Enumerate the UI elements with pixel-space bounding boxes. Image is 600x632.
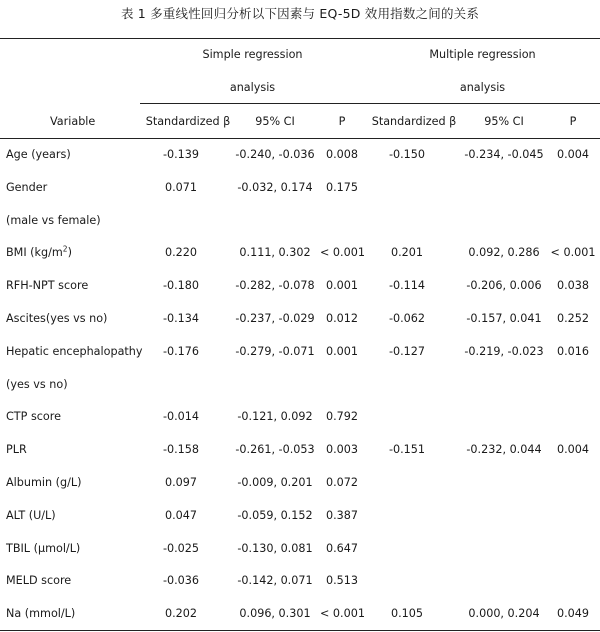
cell-multiple-p: < 0.001 (550, 246, 596, 259)
cell-multiple-beta: 0.201 (390, 246, 424, 259)
simple-regression-heading: Simple regression (202, 48, 303, 61)
cell-multiple-beta: -0.150 (388, 148, 426, 161)
bottom-rule (0, 630, 600, 631)
cell-simple-ci: -0.121, 0.092 (237, 410, 313, 423)
cell-multiple-p: 0.049 (556, 607, 590, 620)
cell-multiple-p: 0.038 (556, 279, 590, 292)
cell-variable: Ascites(yes vs no) (6, 312, 108, 325)
cell-simple-ci: -0.240, -0.036 (235, 148, 315, 161)
column-header-simple-beta: Standardized β (145, 115, 231, 128)
cell-simple-beta: -0.180 (162, 279, 200, 292)
cell-simple-ci: -0.009, 0.201 (237, 476, 313, 489)
cell-multiple-ci: -0.232, 0.044 (466, 443, 542, 456)
cell-simple-beta: -0.158 (162, 443, 200, 456)
cell-simple-p: 0.001 (325, 345, 359, 358)
cell-simple-p: 0.647 (325, 542, 359, 555)
cell-simple-ci: -0.130, 0.081 (237, 542, 313, 555)
cell-variable: TBIL (μmol/L) (6, 542, 81, 555)
cell-simple-beta: -0.025 (162, 542, 200, 555)
cell-multiple-beta: -0.151 (388, 443, 426, 456)
simple-group-rule (140, 103, 365, 104)
cell-simple-p: 0.792 (325, 410, 359, 423)
cell-variable: (male vs female) (6, 214, 101, 227)
cell-variable: ALT (U/L) (6, 509, 56, 522)
cell-multiple-beta: -0.127 (388, 345, 426, 358)
cell-multiple-ci: -0.234, -0.045 (464, 148, 544, 161)
cell-variable-superscript: 2 (62, 244, 68, 254)
column-header-multiple-beta: Standardized β (371, 115, 457, 128)
cell-variable: Hepatic encephalopathy (6, 345, 143, 358)
cell-simple-beta: 0.202 (164, 607, 198, 620)
header-rule (0, 138, 600, 139)
cell-simple-beta: -0.134 (162, 312, 200, 325)
cell-simple-ci: 0.096, 0.301 (239, 607, 311, 620)
cell-simple-beta: -0.014 (162, 410, 200, 423)
cell-simple-beta: 0.071 (164, 181, 198, 194)
cell-multiple-p: 0.004 (556, 443, 590, 456)
cell-multiple-beta: -0.114 (388, 279, 426, 292)
cell-multiple-ci: 0.092, 0.286 (468, 246, 540, 259)
column-header-simple-p: P (338, 115, 346, 128)
cell-simple-ci: -0.282, -0.078 (235, 279, 315, 292)
cell-simple-p: 0.072 (325, 476, 359, 489)
cell-simple-p: 0.387 (325, 509, 359, 522)
cell-simple-ci: -0.237, -0.029 (235, 312, 315, 325)
cell-simple-ci: -0.279, -0.071 (235, 345, 315, 358)
column-header-simple-ci: 95% CI (255, 115, 295, 128)
cell-simple-p: < 0.001 (320, 607, 365, 620)
cell-simple-ci: -0.142, 0.071 (237, 574, 313, 587)
cell-variable: Albumin (g/L) (6, 476, 82, 489)
cell-simple-p: 0.001 (325, 279, 359, 292)
cell-multiple-p: 0.016 (556, 345, 590, 358)
cell-simple-ci: -0.059, 0.152 (237, 509, 313, 522)
cell-simple-p: 0.012 (325, 312, 359, 325)
cell-multiple-ci: -0.157, 0.041 (466, 312, 542, 325)
cell-variable: Na (mmol/L) (6, 607, 76, 620)
table-title: 表 1 多重线性回归分析以下因素与 EQ-5D 效用指数之间的关系 (120, 6, 480, 21)
multiple-regression-heading: Multiple regression (429, 48, 536, 61)
cell-multiple-p: 0.252 (556, 312, 590, 325)
cell-simple-p: 0.008 (325, 148, 359, 161)
cell-multiple-ci: -0.206, 0.006 (466, 279, 542, 292)
cell-multiple-beta: -0.062 (388, 312, 426, 325)
cell-simple-ci: -0.261, -0.053 (235, 443, 315, 456)
cell-multiple-p: 0.004 (556, 148, 590, 161)
cell-variable: (yes vs no) (6, 378, 68, 391)
cell-variable: MELD score (6, 574, 72, 587)
cell-variable: PLR (6, 443, 27, 456)
cell-multiple-ci: 0.000, 0.204 (468, 607, 540, 620)
cell-simple-ci: -0.032, 0.174 (237, 181, 313, 194)
cell-simple-beta: 0.097 (164, 476, 198, 489)
cell-simple-p: 0.003 (325, 443, 359, 456)
cell-variable: Age (years) (6, 148, 71, 161)
column-header-multiple-ci: 95% CI (484, 115, 524, 128)
cell-simple-beta: 0.047 (164, 509, 198, 522)
cell-simple-beta: -0.139 (162, 148, 200, 161)
multiple-group-rule (365, 103, 600, 104)
column-header-multiple-p: P (569, 115, 577, 128)
cell-variable (6, 245, 72, 261)
cell-multiple-beta: 0.105 (390, 607, 424, 620)
multiple-regression-heading-line2: analysis (459, 81, 506, 94)
cell-variable: CTP score (6, 410, 62, 423)
cell-simple-beta: -0.176 (162, 345, 200, 358)
cell-variable-text: BMI (kg/m (6, 246, 63, 259)
cell-variable: RFH-NPT score (6, 279, 89, 292)
cell-simple-p: 0.175 (325, 181, 359, 194)
cell-simple-p: < 0.001 (320, 246, 365, 259)
cell-simple-ci: 0.111, 0.302 (239, 246, 311, 259)
cell-simple-beta: 0.220 (164, 246, 198, 259)
cell-multiple-ci: -0.219, -0.023 (464, 345, 544, 358)
simple-regression-heading-line2: analysis (229, 81, 276, 94)
top-rule (0, 38, 600, 39)
cell-variable: Gender (6, 181, 48, 194)
cell-simple-beta: -0.036 (162, 574, 200, 587)
column-header-variable: Variable (50, 115, 96, 128)
cell-variable-suffix: ) (67, 246, 72, 259)
cell-simple-p: 0.513 (325, 574, 359, 587)
